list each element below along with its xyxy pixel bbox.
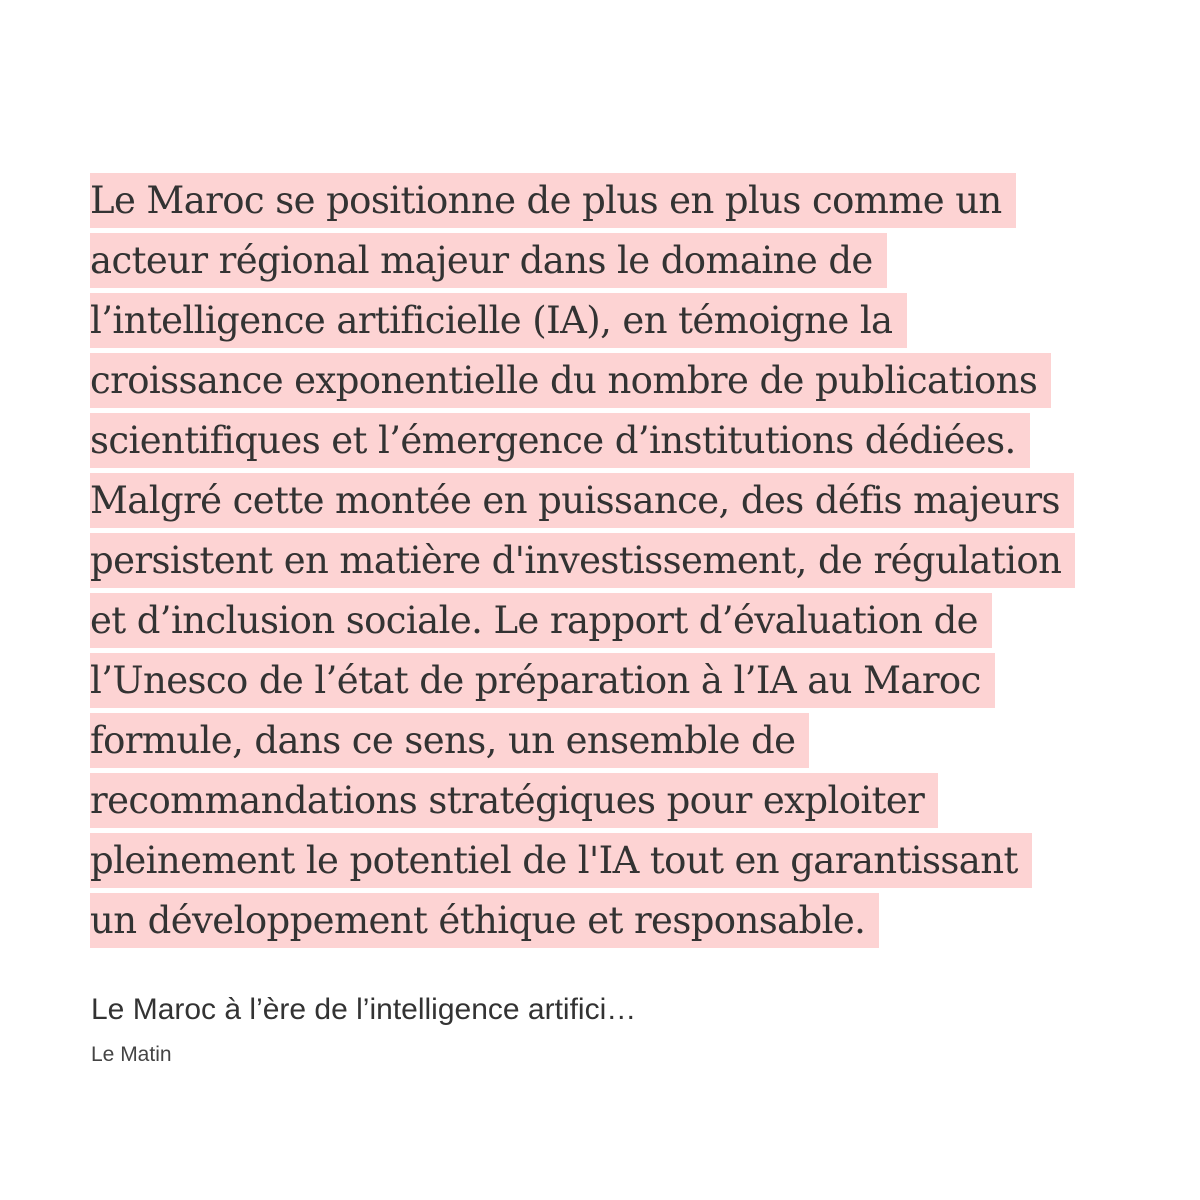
quote-line (90, 531, 1120, 591)
quote-line (90, 831, 1120, 891)
quote-line (90, 711, 1120, 771)
highlighted-text: acteur régional majeur dans le domaine de (90, 233, 887, 288)
highlighted-text: et d’inclusion sociale. Le rapport d’évaluation de (90, 593, 992, 648)
highlighted-quote[interactable] (90, 171, 1120, 951)
highlighted-text: recommandations stratégiques pour exploiter (90, 773, 938, 828)
source-article-title[interactable]: Le Maroc à l’ère de l’intelligence artifici… (91, 993, 637, 1026)
highlighted-text: pleinement le potentiel de l'IA tout en garantissant (90, 833, 1032, 888)
highlighted-text: persistent en matière d'investissement, de régulation (90, 533, 1075, 588)
highlighted-text: l’intelligence artificielle (IA), en témoigne la (90, 293, 907, 348)
highlighted-text: l’Unesco de l’état de préparation à l’IA au Maroc (90, 653, 995, 708)
source-publisher: Le Matin (91, 1043, 172, 1066)
quote-line (90, 351, 1120, 411)
quote-line (90, 231, 1120, 291)
highlighted-text: formule, dans ce sens, un ensemble de (90, 713, 809, 768)
quote-line (90, 591, 1120, 651)
highlighted-text: Malgré cette montée en puissance, des défis majeurs (90, 473, 1074, 528)
highlighted-text: Le Maroc se positionne de plus en plus comme un (90, 173, 1016, 228)
quote-line (90, 771, 1120, 831)
quote-line (90, 411, 1120, 471)
quote-line (90, 651, 1120, 711)
highlighted-text: un développement éthique et responsable. (90, 893, 879, 948)
quote-line (90, 171, 1120, 231)
quote-line (90, 471, 1120, 531)
quote-line (90, 891, 1120, 951)
highlighted-text: croissance exponentielle du nombre de publications (90, 353, 1051, 408)
highlighted-text: scientifiques et l’émergence d’institutions dédiées. (90, 413, 1030, 468)
quote-line (90, 291, 1120, 351)
